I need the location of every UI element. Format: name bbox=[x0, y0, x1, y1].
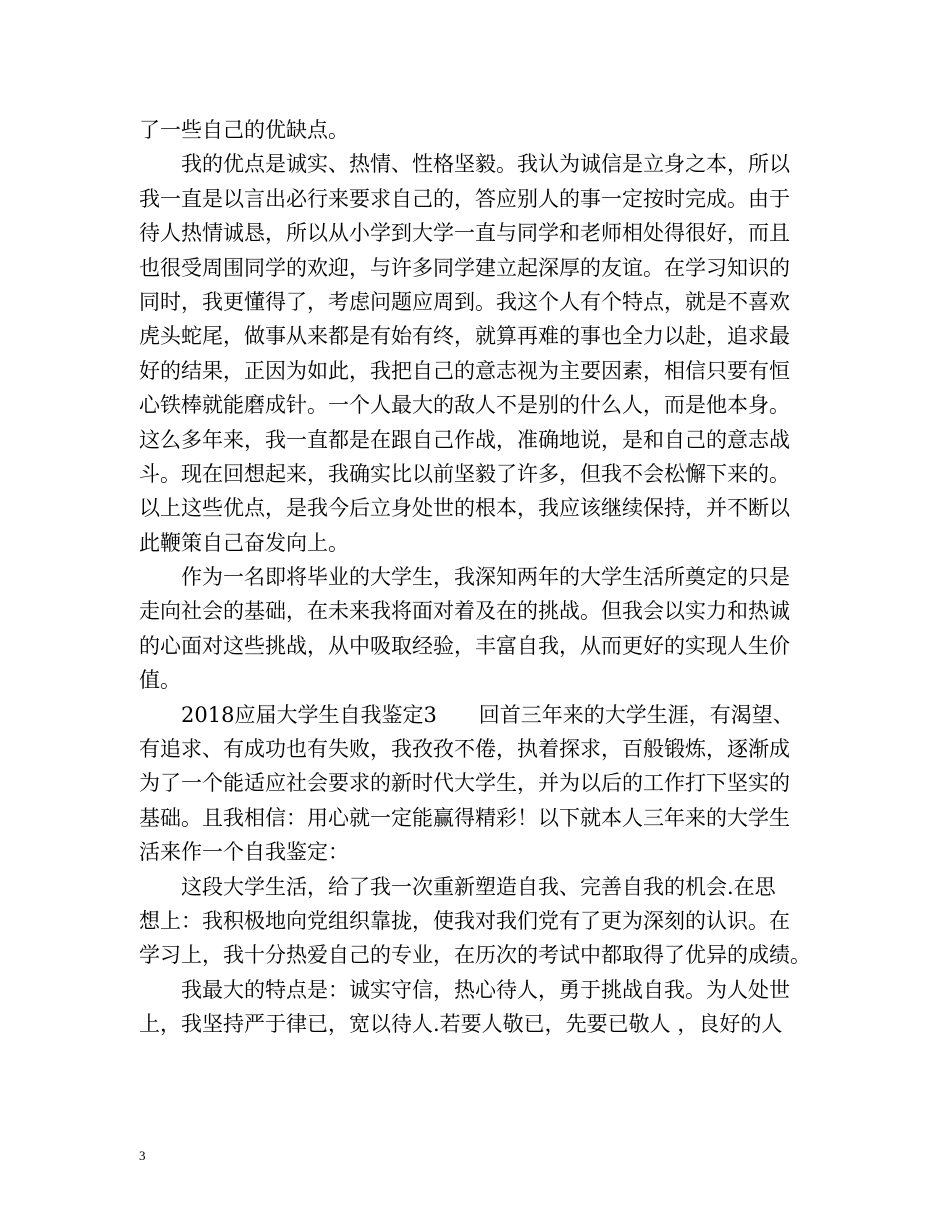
text-line: 以上这些优点，是我今后立身处世的根本，我应该继续保持，并不断以 bbox=[139, 496, 790, 521]
text-line: 我一直是以言出必行来要求自己的，答应别人的事一定按时完成。由于 bbox=[139, 186, 790, 211]
text-line: 心铁棒就能磨成针。一个人最大的敌人不是别的什么人，而是他本身。 bbox=[139, 393, 790, 418]
text-line: 为了一个能适应社会要求的新时代大学生，并为以后的工作打下坚实的 bbox=[139, 771, 790, 796]
text-line: 这段大学生活，给了我一次重新塑造自我、完善自我的机会.在思 bbox=[181, 874, 776, 899]
text-line: 此鞭策自己奋发向上。 bbox=[139, 530, 349, 555]
text-line: 学习上，我十分热爱自己的专业，在历次的考试中都取得了优异的成绩。 bbox=[139, 943, 811, 968]
text-line: 了一些自己的优缺点。 bbox=[139, 118, 349, 142]
text-line: 好的结果，正因为如此，我把自己的意志视为主要因素，相信只要有恒 bbox=[139, 358, 790, 383]
text-line: 虎头蛇尾，做事从来都是有始有终，就算再难的事也全力以赴，追求最 bbox=[139, 324, 790, 349]
text-line: 作为一名即将毕业的大学生，我深知两年的大学生活所奠定的只是 bbox=[181, 565, 790, 590]
text-line: 也很受周围同学的欢迎，与许多同学建立起深厚的友谊。在学习知识的 bbox=[139, 255, 790, 280]
text-line: 基础。且我相信：用心就一定能赢得精彩！以下就本人三年来的大学生 bbox=[139, 805, 790, 830]
text-line: 我最大的特点是：诚实守信，热心待人，勇于挑战自我。为人处世 bbox=[181, 977, 790, 1002]
text-line: 想上：我积极地向党组织靠拢，使我对我们党有了更为深刻的认识。在 bbox=[139, 908, 790, 933]
text-line: 2018应届大学生自我鉴定3 回首三年来的大学生涯，有渴望、 bbox=[181, 702, 794, 727]
body-text bbox=[139, 113, 829, 1042]
text-line: 活来作一个自我鉴定： bbox=[139, 840, 349, 865]
text-line: 有追求、有成功也有失败，我孜孜不倦，执着探求，百般锻炼，逐渐成 bbox=[139, 737, 790, 762]
text-line: 值。 bbox=[139, 668, 181, 693]
text-line: 的心面对这些挑战，从中吸取经验，丰富自我，从而更好的实现人生价 bbox=[139, 633, 790, 658]
text-line: 待人热情诚恳，所以从小学到大学一直与同学和老师相处得很好，而且 bbox=[139, 221, 790, 246]
text-line: 上，我坚持严于律已，宽以待人.若要人敬已，先要已敬人 ，良好的人 bbox=[139, 1012, 783, 1037]
text-line: 这么多年来，我一直都是在跟自己作战，准确地说，是和自己的意志战 bbox=[139, 427, 790, 452]
text-line: 斗。现在回想起来，我确实比以前坚毅了许多，但我不会松懈下来的。 bbox=[139, 461, 790, 486]
page-number: 3 bbox=[139, 1148, 146, 1163]
text-line: 同时，我更懂得了，考虑问题应周到。我这个人有个特点，就是不喜欢 bbox=[139, 289, 790, 314]
text-line: 我的优点是诚实、热情、性格坚毅。我认为诚信是立身之本，所以 bbox=[181, 152, 790, 177]
text-line: 走向社会的基础，在未来我将面对着及在的挑战。但我会以实力和热诚 bbox=[139, 599, 790, 624]
